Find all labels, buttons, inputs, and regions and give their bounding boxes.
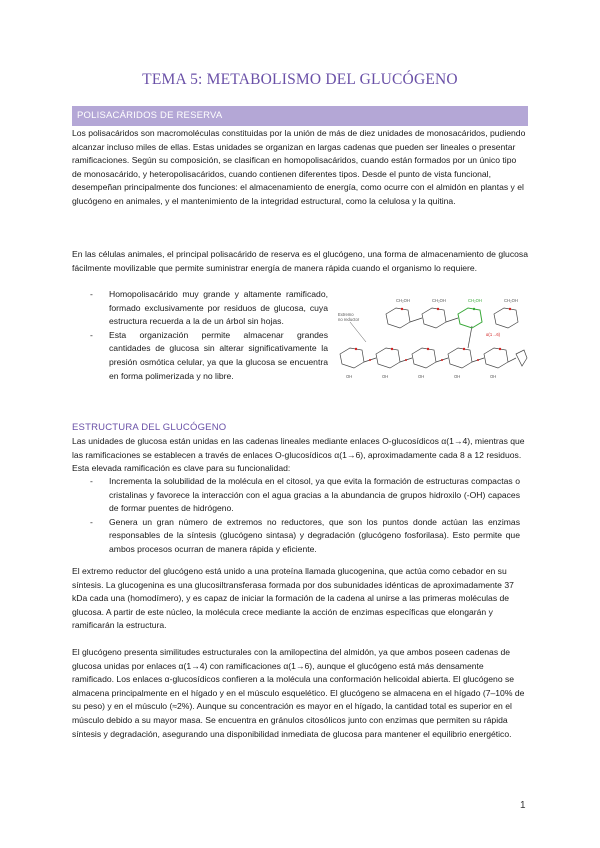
- figure-label-extremo: Extremo: [338, 312, 354, 317]
- figure-label-ch2oh-4: CH₂OH: [504, 298, 518, 303]
- figure-label-bond: α(1→6): [486, 332, 501, 337]
- list-item: - Incrementa la solubilidad de la molécula en el citosol, ya que evita la formación de estructuras compactas o cristalinas y favorece la interacción con el agua gracias a la abundancia de grupos hidroxilo (-OH) capaces de formar puentes de hidrógeno.: [90, 476, 520, 514]
- bullet-list-ramificacion: [90, 475, 520, 557]
- figure-label-no-reductor: no reductor: [338, 317, 360, 322]
- page-number: 1: [520, 800, 526, 811]
- bullet-list-glucogeno: [90, 288, 328, 383]
- figure-label-ch2oh-1: CH₂OH: [396, 298, 410, 303]
- figure-label-ch2oh-3: CH₂OH: [468, 298, 482, 303]
- paragraph-enlaces: Las unidades de glucosa están unidas en las cadenas lineales mediante enlaces O-glucosídicos α(1→4), mientras que las ramificaciones se establecen a través de enlaces O-glucosídicos α(1→6), aproximadamente cada 8 a 12 residuos. Esta elevada ramificación es clave para su funcionalidad:: [72, 436, 525, 474]
- paragraph-polisacaridos-intro: Los polisacáridos son macromoléculas constituidas por la unión de más de diez unidades de monosacáridos, pudiendo alcanzar incluso miles de ellas. Estas unidades se organizan en largas cadenas que pueden ser lineales o presentar ramificaciones. Según su composición, se clasifican en homopolisacáridos, cuando están formados por un único tipo de monosacárido, y heteropolisacáridos, cuando contienen diferentes tipos. Desde el punto de vista funcional, desempeñan principalmente dos funciones: el almacenamiento de energía, como ocurre con el almidón en plantas y el glucógeno en animales, y el mantenimiento de la integridad estructural, como la celulosa y la quitina.: [72, 128, 526, 206]
- page-title: TEMA 5: METABOLISMO DEL GLUCÓGENO: [142, 71, 458, 88]
- list-item: - Homopolisacárido muy grande y altamente ramificado, formado exclusivamente por residuos de glucosa, cuya estructura recuerda a la de un árbol sin hojas.: [90, 289, 328, 327]
- figure-label-oh-4: OH: [454, 374, 461, 379]
- section-heading-estructura: ESTRUCTURA DEL GLUCÓGENO: [72, 422, 227, 433]
- figure-label-oh-3: OH: [418, 374, 425, 379]
- figure-label-oh-5: OH: [490, 374, 497, 379]
- figure-label-ch2oh-2: CH₂OH: [432, 298, 446, 303]
- list-item: - Esta organización permite almacenar grandes cantidades de glucosa sin alterar significativamente la presión osmótica celular, ya que la glucosa se encuentra en forma polimerizada y no libre.: [90, 329, 328, 381]
- figure-label-oh-2: OH: [382, 374, 389, 379]
- paragraph-glucogenina: El extremo reductor del glucógeno está unido a una proteína llamada glucogenina, que actúa como cebador en su síntesis. La glucogenina es una glucosiltransferasa formada por dos subunidades idénticas de aproximadamente 37 kDa cada una (homodímero), y es capaz de iniciar la formación de la cadena al unirse a las primeras moléculas de glucosa. A partir de este núcleo, la molécula crece mediante la acción de enzimas específicas que elongarán y ramificarán la estructura.: [72, 566, 514, 631]
- glycogen-structure-figure: [336, 292, 528, 384]
- arrow-icon: [350, 322, 366, 342]
- paragraph-celulas-animales: En las células animales, el principal polisacárido de reserva es el glucógeno, una forma de almacenamiento de glucosa fácilmente movilizable que permite suministrar energía de manera rápida cuando el organismo lo requiere.: [72, 249, 528, 273]
- section-heading-polisacaridos: POLISACÁRIDOS DE RESERVA: [72, 106, 528, 126]
- paragraph-amilopectina: El glucógeno presenta similitudes estructurales con la amilopectina del almidón, ya que ambos poseen cadenas de glucosa unidas por enlaces α(1→4) con ramificaciones α(1→6), aunque el glucógeno está más densamente ramificado. Los enlaces α-glucosídicos confieren a la molécula una conformación helicoidal abierta. El glucógeno se almacena principalmente en el hígado y en el músculo esquelético. El glucógeno se almacena en el hígado (7–10% de su peso) y en el músculo (≈2%). Aunque su concentración es mayor en el hígado, la cantidad total es superior en el músculo debido a su mayor masa. Se encuentra en gránulos citosólicos junto con enzimas que permiten su rápida síntesis y degradación, asegurando una disponibilidad inmediata de glucosa para mantener el equilibrio energético.: [72, 647, 525, 739]
- list-item: - Genera un gran número de extremos no reductores, que son los puntos donde actúan las enzimas responsables de la síntesis (glucógeno sintasa) y degradación (glucógeno fosforilasa). Esto permite que ambos procesos ocurran de manera rápida y eficiente.: [90, 516, 520, 554]
- figure-label-oh-1: OH: [346, 374, 353, 379]
